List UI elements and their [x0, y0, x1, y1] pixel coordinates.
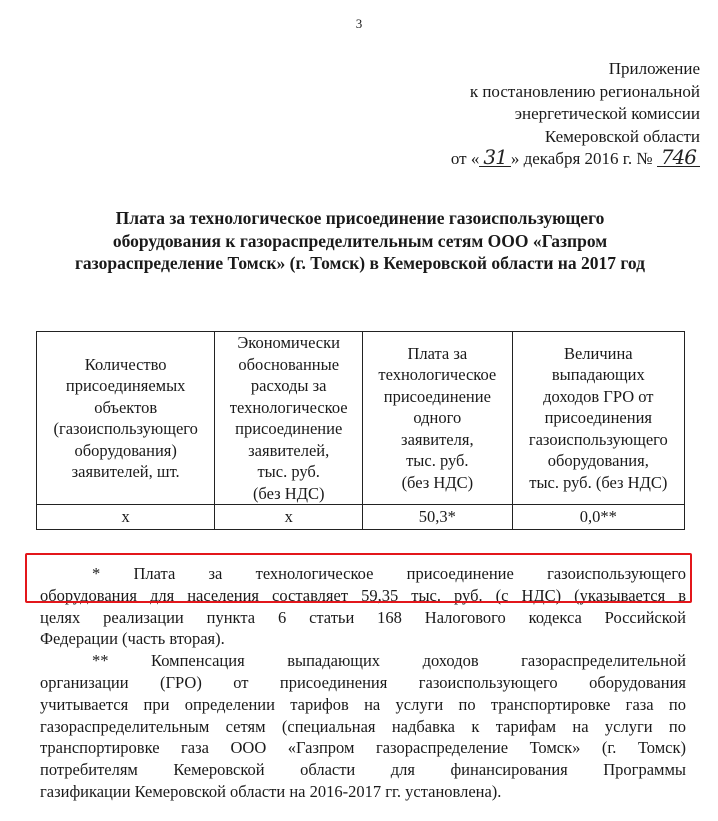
appendix-line-3: энергетической комиссии: [514, 104, 700, 123]
handwritten-day: 31: [479, 148, 510, 167]
highlight-box: [25, 553, 692, 603]
appendix-line-4: Кемеровской области: [544, 126, 700, 146]
table-row: [37, 505, 685, 530]
header-cell-objects-count: Количество присоединяемых объектов (газоиспользующего оборудования) заявителей, шт.: [37, 332, 215, 505]
table-header-row: [37, 332, 685, 505]
note2-line-1: ** Компенсация выпадающих доходов газораспределительной: [92, 651, 686, 671]
page-number: 3: [355, 16, 363, 31]
note1-line-1: * Плата за технологическое присоединение газоиспользующего: [92, 564, 686, 583]
tariff-table: [36, 331, 685, 530]
appendix-line-1: Приложение: [608, 59, 700, 78]
appendix-date-line: [400, 145, 700, 171]
title-line-1: Плата за технологическое присоединение газоиспользующего: [115, 208, 605, 228]
title-line-3: газораспределение Томск» (г. Томск) в Кемеровской области на 2017 год: [74, 253, 645, 273]
title-line-2: оборудования к газораспределительным сетям ООО «Газпром: [112, 230, 608, 251]
table-cell: x: [215, 505, 363, 530]
note1-line-4: Федерации (часть вторая).: [40, 629, 225, 649]
note2-line-2: организации (ГРО) от присоединения газоиспользующего оборудования: [40, 672, 686, 692]
note1-line-3: целях реализации пункта 6 статьи 168 Налогового кодекса Российской: [40, 607, 686, 627]
note2-line-7: газификации Кемеровской области на 2016-2017 гг. установлена).: [40, 781, 502, 801]
note1-line-2: оборудования для населения составляет 59,35 тыс. руб. (с НДС) (указывается в: [40, 585, 686, 605]
document-title: [40, 207, 680, 275]
note2-line-3: учитывается при определении тарифов на услуги по транспортировке газа по: [40, 694, 686, 714]
appendix-line-2: к постановлению региональной: [469, 81, 700, 101]
date-prefix: от «: [450, 149, 480, 168]
header-cell-fee-per-applicant: Плата за технологическое присоединение одного заявителя, тыс. руб. (без НДС): [363, 332, 513, 505]
table-cell: 50,3*: [363, 505, 513, 530]
note2-line-6: потребителям Кемеровской области для финансирования Программы: [40, 760, 686, 780]
appendix-header: [400, 58, 700, 171]
note2-line-5: транспортировке газа ООО «Газпром газораспределение Томск» (г. Томск): [40, 738, 686, 758]
handwritten-number: 746: [657, 148, 700, 167]
date-middle: » декабря 2016 г. №: [510, 149, 653, 168]
note2-line-4: газораспределительным сетям (специальная надбавка к тарифам на услуги по: [40, 716, 686, 736]
table-cell: x: [37, 505, 215, 530]
table-cell: 0,0**: [512, 505, 684, 530]
header-cell-justified-costs: Экономически обоснованные расходы за технологическое присоединение заявителей, тыс. руб. (без НДС): [215, 332, 363, 505]
header-cell-lost-income: Величина выпадающих доходов ГРО от присоединения газоиспользующего оборудования, тыс. руб. (без НДС): [512, 332, 684, 505]
